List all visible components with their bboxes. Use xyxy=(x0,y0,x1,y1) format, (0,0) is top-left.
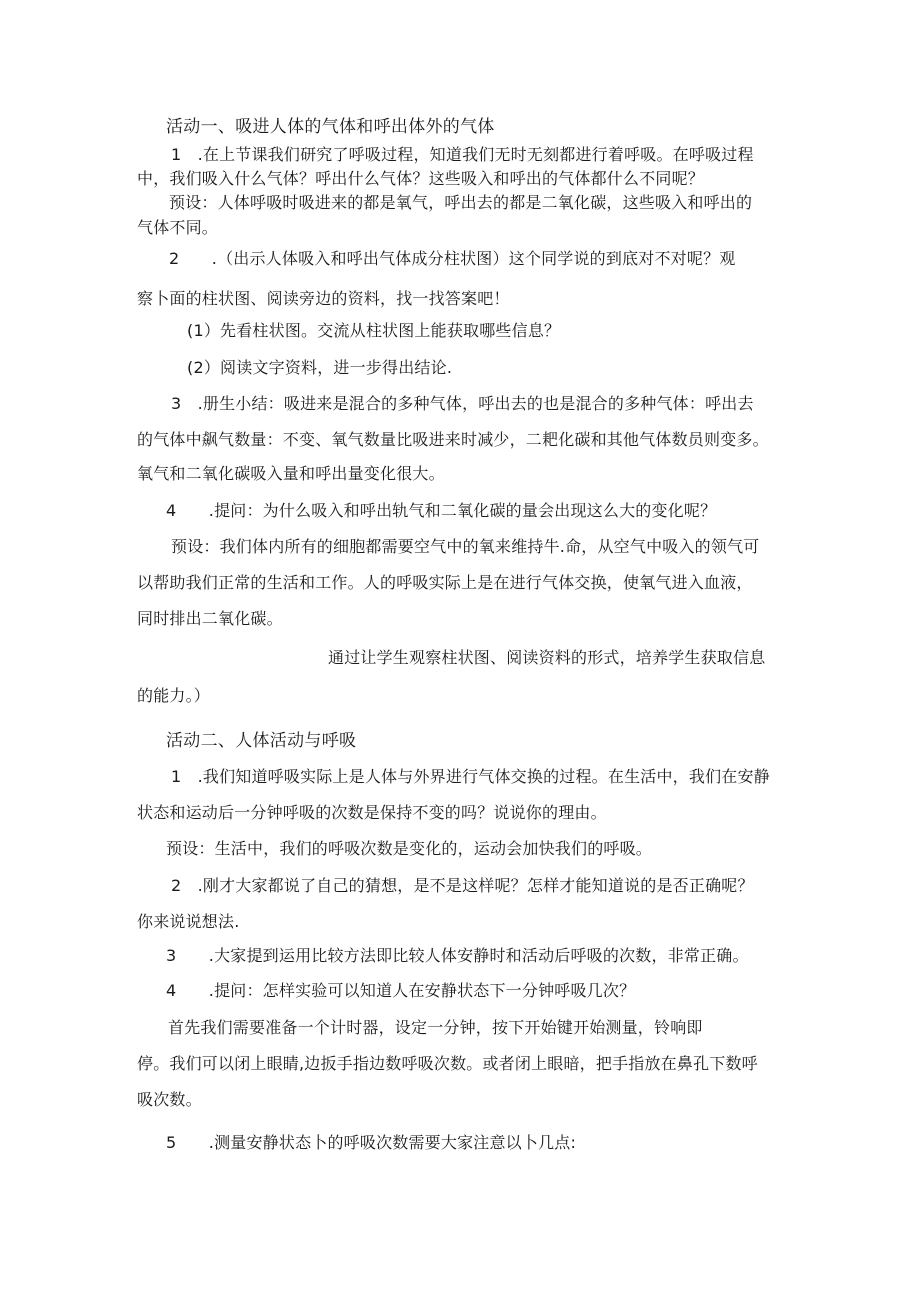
paragraph-line: 4 .提问：为什么吸入和呼出轨气和二氧化碳的量会出现这么大的变化呢？ xyxy=(166,501,717,520)
paragraph-line: 1 .在上节课我们研究了呼吸过程，知道我们无时无刻都进行着呼吸。在呼吸过程 xyxy=(171,145,754,164)
paragraph-line: 预设：人体呼吸时吸进来的都是氧气，呼出去的都是二氧化碳，这些吸入和呼出的 xyxy=(169,193,753,212)
paragraph-line: 2 .刚才大家都说了自己的猜想，是不是这样呢？怎样才能知道说的是否正确呢？ xyxy=(171,876,754,895)
paragraph-line: 首先我们需要准备一个计时器，设定一分钟，按下开始键开始测量，铃响即 xyxy=(168,1018,703,1037)
paragraph-line: 气体不同。 xyxy=(137,218,219,237)
paragraph-line: 同时排出二氧化碳。 xyxy=(137,609,283,628)
paragraph-line: 预设：我们体内所有的细胞都需要空气中的氧来维持牛.命，从空气中吸入的领气可 xyxy=(171,537,760,556)
paragraph-line: 5 .测量安静状态卜的呼吸次数需要大家注意以卜几点: xyxy=(166,1133,577,1152)
paragraph-line: 停。我们可以闭上眼睛,边扳手指边数呼吸次数。或者闭上眼暗，把手指放在鼻孔下数呼 xyxy=(137,1054,758,1073)
paragraph-line: 以帮助我们正常的生活和工作。人的呼吸实际上是在进行气体交换，使氧气进入血液， xyxy=(137,573,753,592)
paragraph-line: 通过让学生观察柱状图、阅读资料的形式，培养学生获取信息 xyxy=(328,648,766,667)
paragraph-line: 预设：生活中，我们的呼吸次数是变化的，运动会加快我们的呼吸。 xyxy=(166,839,653,858)
paragraph-line: 你来说说想法. xyxy=(137,912,240,931)
paragraph-line: 状态和运动后一分钟呼吸的次数是保持不变的吗？说说你的理由。 xyxy=(137,803,607,822)
paragraph-line: 氧气和二氧化碳吸入量和呼出量变化很大。 xyxy=(137,464,445,483)
activity2-heading: 活动二、人体活动与呼吸 xyxy=(166,731,357,751)
activity1-heading: 活动一、吸进人体的气体和呼出体外的气体 xyxy=(166,117,495,137)
paragraph-line: 3 .大家提到运用比较方法即比较人体安静时和活动后呼吸的次数，非常正确。 xyxy=(166,946,749,965)
paragraph-line: (2）阅读文字资料，进一步得出结论. xyxy=(187,358,453,377)
paragraph-line: 3 .册生小结：吸进来是混合的多种气体，呼出去的也是混合的多种气体：呼出去 xyxy=(171,394,754,413)
paragraph-line: 的气体中飙气数量：不变、氧气数量比吸进来时减少，二耙化碳和其他气体数员则变多。 xyxy=(137,430,769,449)
paragraph-line: 的能力。） xyxy=(137,686,211,705)
paragraph-line: 2 .（出示人体吸入和呼出气体成分柱状图）这个同学说的到底对不对呢？观 xyxy=(169,249,736,268)
paragraph-line: 察卜面的柱状图、阅读旁边的资料，找一找答案吧！ xyxy=(137,289,510,308)
paragraph-line: 中，我们吸入什么气体？呼出什么气体？这些吸入和呼出的气体都什么不同呢？ xyxy=(137,169,705,188)
paragraph-line: 4 .提问：怎样实验可以知道人在安静状态下一分钟呼吸几次？ xyxy=(166,981,636,1000)
paragraph-line: 1 .我们知道呼吸实际上是人体与外界进行气体交换的过程。在生活中，我们在安静 xyxy=(171,767,770,786)
paragraph-line: (1）先看柱状图。交流从柱状图上能获取哪些信息？ xyxy=(187,321,561,340)
paragraph-line: 吸次数。 xyxy=(137,1090,202,1109)
